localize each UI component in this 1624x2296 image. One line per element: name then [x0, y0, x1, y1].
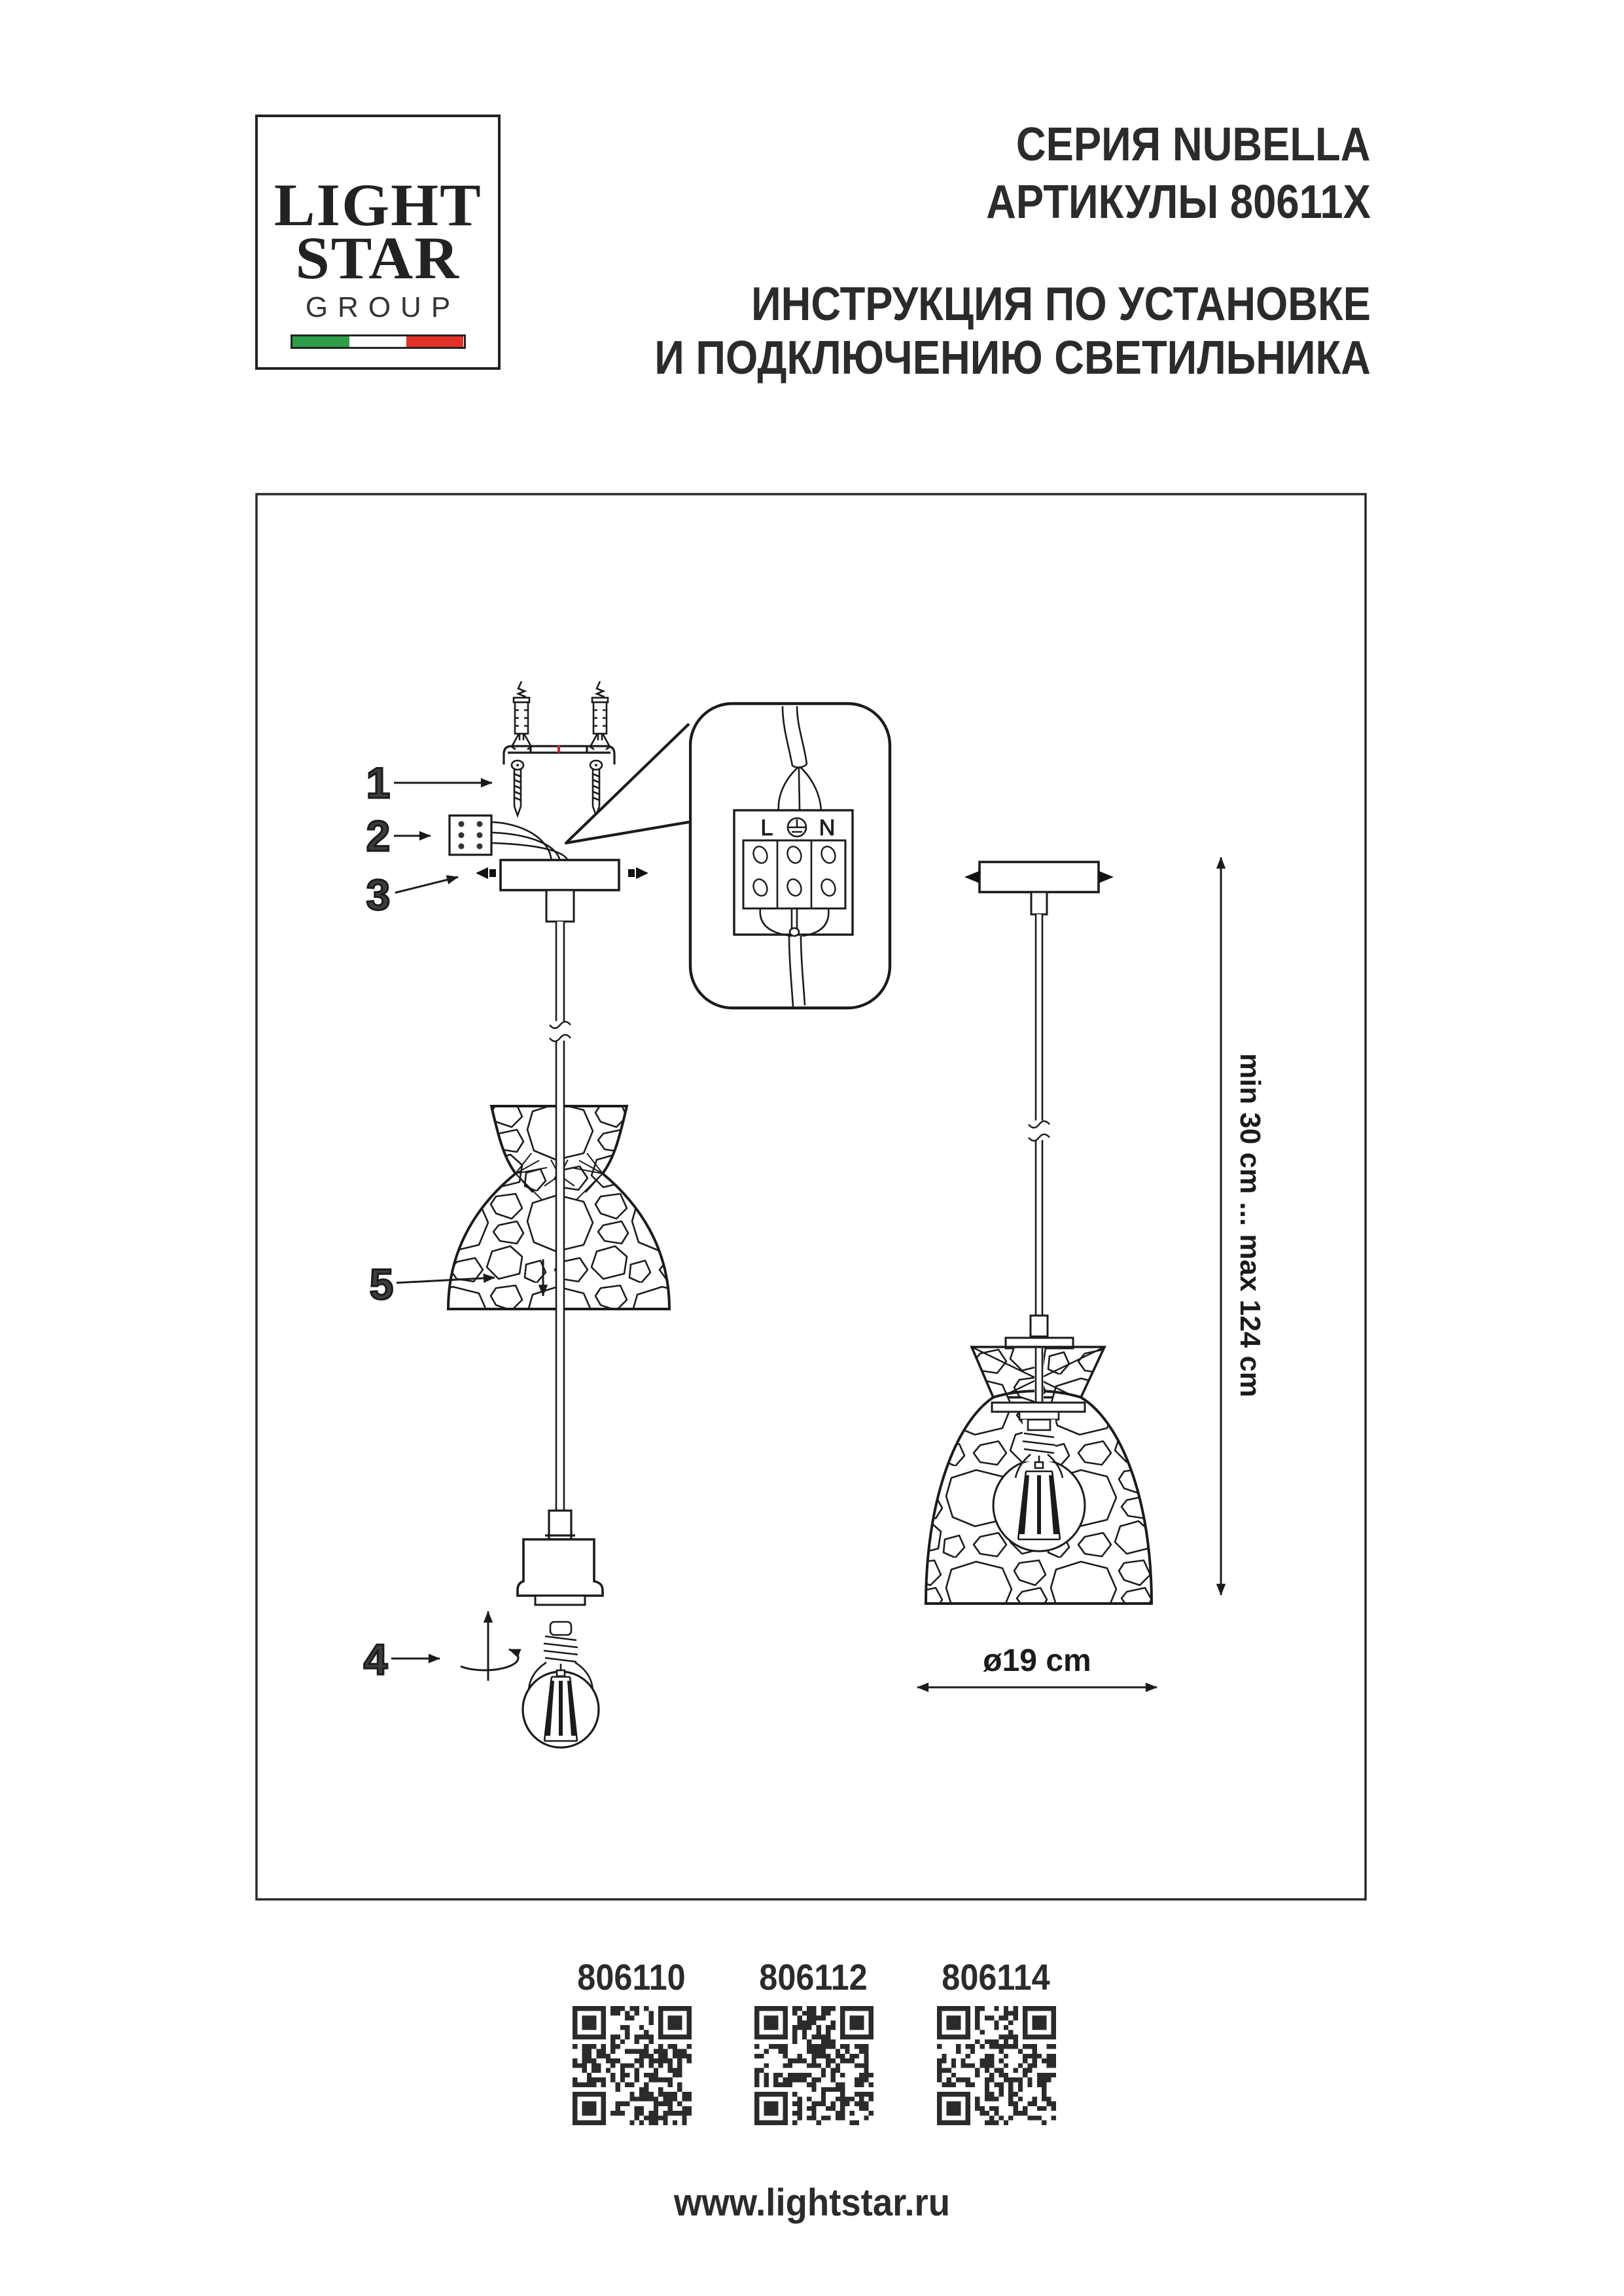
- logo-word-group: GROUP: [305, 291, 461, 323]
- instruction-title-2: И ПОДКЛЮЧЕНИЮ СВЕТИЛЬНИКА: [654, 332, 1371, 384]
- callout-4: 4: [363, 1635, 388, 1683]
- ceiling-canopy: [980, 862, 1099, 892]
- article-number: 806110: [577, 1956, 686, 1998]
- callout-3: 3: [366, 870, 391, 919]
- logo-word-star: STAR: [295, 224, 461, 292]
- callout-1: 1: [366, 759, 391, 807]
- assembled-lamp: [926, 862, 1152, 1604]
- terminal-label-n: N: [819, 816, 836, 840]
- instruction-title-1: ИНСТРУКЦИЯ ПО УСТАНОВКЕ: [751, 278, 1371, 331]
- qr-code: [754, 2006, 874, 2125]
- website-url: www.lightstar.ru: [673, 2181, 951, 2224]
- terminal-label-l: L: [760, 816, 773, 840]
- qr-code: [573, 2006, 692, 2125]
- callout-2: 2: [366, 812, 391, 860]
- articles-title: АРТИКУЛЫ 80611X: [986, 176, 1371, 228]
- wall-dowel-icon: [512, 681, 531, 749]
- exploded-assembly: [448, 681, 669, 1748]
- logo-word-light: LIGHT: [274, 171, 482, 239]
- rotation-arrow-icon: [461, 1611, 518, 1681]
- series-title: СЕРИЯ NUBELLA: [1016, 118, 1371, 171]
- screw-icon: [590, 761, 602, 816]
- article-number: 806112: [759, 1956, 868, 1998]
- callout-5: 5: [369, 1260, 394, 1308]
- supply-wires: [491, 822, 569, 863]
- bubble-pointer: [566, 724, 689, 843]
- qr-code: [937, 2006, 1056, 2125]
- lamp-socket: [518, 1511, 603, 1605]
- diameter-label: ø19 cm: [983, 1643, 1091, 1678]
- bulb-filament: [1019, 1475, 1059, 1534]
- bulb-filament: [546, 1681, 576, 1736]
- connection-detail-bubble: [566, 704, 890, 1008]
- light-bulb: [523, 1622, 599, 1748]
- terminal-block-small: [450, 816, 491, 855]
- ceiling-canopy: [501, 860, 619, 922]
- screw-icon: [512, 761, 523, 816]
- suspension-rod: [1029, 914, 1050, 1336]
- article-number: 806114: [942, 1956, 1050, 1998]
- wall-dowel-icon: [590, 681, 610, 749]
- height-range-label: min 30 cm ... max 124 cm: [1234, 1053, 1266, 1397]
